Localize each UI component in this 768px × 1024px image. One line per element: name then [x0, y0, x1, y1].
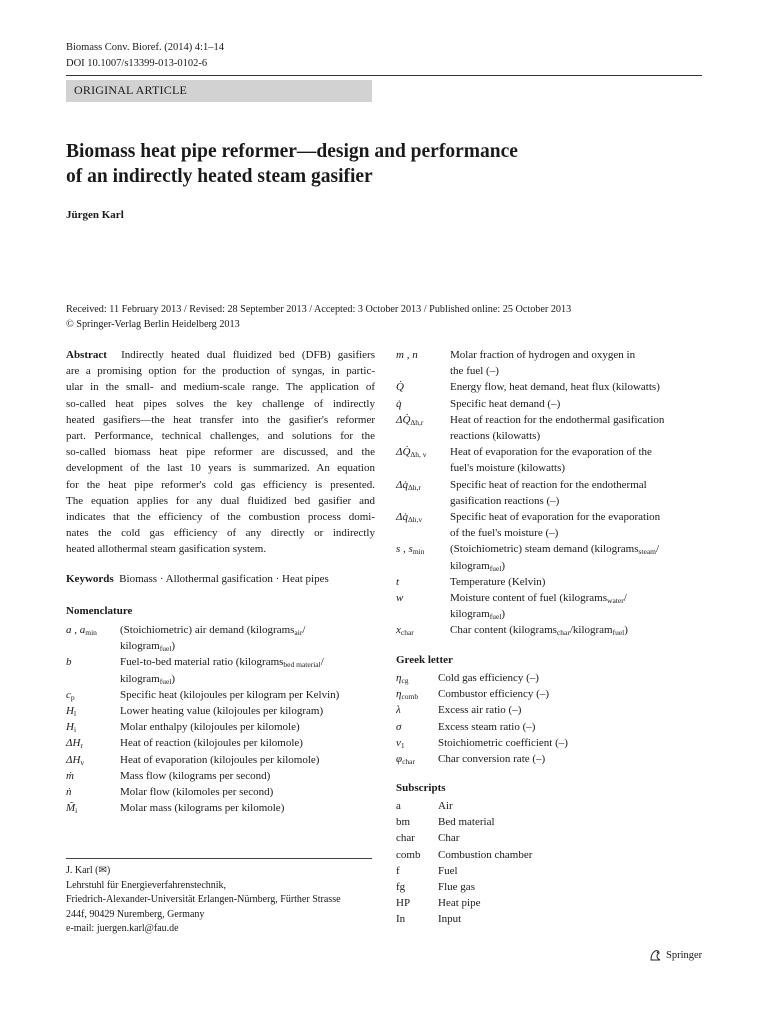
symbol-subscript: char: [400, 628, 414, 638]
definition: Molar mass (kilograms per kilomole): [120, 802, 285, 815]
symbol: ṁ: [66, 769, 74, 782]
abstract-label: Abstract: [66, 349, 107, 361]
abstract: [66, 347, 375, 558]
abstract-line: nates the cold gas efficiency of any directly or indirectly: [66, 527, 375, 540]
definition: gasification reactions (–): [450, 494, 560, 507]
symbol: s , $s_{min}$: [396, 543, 425, 557]
symbol: $c_p$: [66, 688, 75, 702]
symbol-subscript: Δh, v: [410, 450, 427, 460]
abstract-line: are a promising option for the production of syngas, in partic-: [66, 365, 375, 378]
definition: Excess air ratio (–): [438, 704, 522, 717]
definition: Heat of evaporation (kilojoules per kilomole): [120, 753, 320, 766]
definition: Heat of reaction for the endothermal gasification: [450, 413, 665, 426]
unit-subscript: char: [556, 628, 570, 638]
symbol-subscript: 1: [400, 740, 405, 750]
doi[interactable]: DOI 10.1007/s13399-013-0102-6: [66, 58, 208, 69]
subscript-symbol: char: [396, 832, 415, 845]
symbol: $H_l$: [66, 705, 77, 718]
definition: kilogram$_{fuel}$): [450, 559, 506, 573]
subscript-symbol: bm: [396, 816, 411, 829]
subscript-meaning: Combustion chamber: [438, 848, 533, 861]
definition: Heat of evaporation for the evaporation of the: [450, 446, 652, 459]
springer-logo: [648, 948, 702, 962]
article-type: ORIGINAL ARTICLE: [74, 83, 188, 97]
subscript-meaning: Input: [438, 913, 462, 926]
definition: Combustor efficiency (–): [438, 688, 549, 701]
abstract-line: part. Performance, technical challenges, and solutions for the: [66, 430, 375, 443]
abstract-line: Abstract Indirectly heated dual fluidized bed (DFB) gasifiers: [66, 349, 375, 361]
affiliation-line: J. Karl (✉): [66, 865, 111, 876]
definition: Moisture content of fuel (kilograms$_{water}$/: [450, 592, 627, 605]
article-dates: Received: 11 February 2013 / Revised: 28 September 2013 / Accepted: 3 October 2013 / Published online: 25 October 2013: [66, 304, 572, 315]
subscript-symbol: comb: [396, 848, 421, 861]
symbol: $x_{char}$: [396, 624, 414, 638]
definition: reactions (kilowatts): [450, 430, 541, 442]
symbol: w: [396, 592, 404, 604]
definition: kilogram$_{fuel}$): [120, 640, 176, 654]
unit-subscript: fuel: [159, 676, 172, 686]
subscript-meaning: Char: [438, 832, 460, 845]
symbol-subscript: Δh,r: [407, 482, 421, 492]
nomenclature-heading: Nomenclature: [66, 605, 133, 617]
affiliation-line: Friedrich-Alexander-Universität Erlangen-Nürnberg, Fürther Strasse: [66, 894, 341, 906]
abstract-line: ular in the small- and medium-scale range. The application of: [66, 381, 375, 394]
subscript-meaning: Fuel: [438, 864, 458, 877]
definition: Energy flow, heat demand, heat flux (kilowatts): [450, 381, 660, 394]
springer-horse-icon: [648, 948, 662, 962]
abstract-line: so-called biomass heat pipe reformer are discussed, and the: [66, 446, 375, 459]
affiliation: [66, 864, 341, 937]
definition: of the fuel's moisture (–): [450, 527, 559, 540]
unit-subscript: steam: [638, 547, 656, 557]
definition: kilogram$_{fuel}$): [120, 672, 176, 686]
unit-subscript: fuel: [489, 612, 502, 622]
symbol: ṅ: [66, 786, 72, 798]
symbol: $\Delta Q̇_{\Delta h, v}$: [396, 446, 427, 460]
definition: Molar fraction of hydrogen and oxygen in: [450, 349, 636, 361]
symbol-subscript: Δh,r: [410, 417, 424, 427]
definition: Fuel-to-bed material ratio (kilograms$_{bed material}$/: [120, 656, 324, 670]
definition: Heat of reaction (kilojoules per kilomole): [120, 737, 303, 750]
definition: Char content (kilograms$_{char}$/kilogram$_{fuel}$): [450, 624, 628, 638]
article-type-banner: [66, 80, 372, 102]
unit-subscript: air: [294, 628, 303, 637]
subscript-symbol: fg: [396, 881, 406, 893]
symbol-subscript: p: [70, 692, 75, 702]
symbol-subscript: min: [412, 547, 425, 557]
symbol: a , $a_{min}$: [66, 624, 97, 637]
symbol: Q̇: [396, 381, 404, 394]
symbol: σ: [396, 720, 402, 733]
symbol-subscript: v: [80, 757, 85, 767]
definition: kilogram$_{fuel}$): [450, 608, 506, 622]
subscript-symbol: In: [396, 913, 406, 926]
symbol: λ: [396, 704, 401, 717]
symbol: $H_i$: [66, 721, 77, 735]
definition: Molar enthalpy (kilojoules per kilomole): [120, 721, 300, 734]
symbol: $\Delta Q̇_{\Delta h,r}$: [396, 413, 424, 427]
title-line-2: of an indirectly heated steam gasifier: [66, 166, 373, 187]
symbol-subscript: Δh,v: [407, 515, 423, 524]
symbol: $\Delta H_r$: [66, 737, 83, 751]
unit-subscript: fuel: [489, 563, 502, 573]
definition: Stoichiometric coefficient (–): [438, 736, 568, 749]
symbol-subscript: r: [80, 741, 83, 751]
keywords-text: Biomass · Allothermal gasification · Heat pipes: [119, 573, 329, 585]
symbol-subscript: comb: [401, 692, 419, 702]
definition: Specific heat of reaction for the endothermal: [450, 478, 647, 491]
definition: Char conversion rate (–): [438, 753, 546, 765]
abstract-line: indicates that the efficiency of the combustion process domi-: [66, 511, 375, 524]
subscript-meaning: Heat pipe: [438, 897, 481, 910]
keywords: [66, 573, 329, 585]
subscript-symbol: HP: [396, 897, 411, 910]
unit-subscript: water: [607, 596, 624, 605]
definition: Specific heat of evaporation for the evaporation: [450, 511, 661, 523]
affiliation-line: e-mail: juergen.karl@fau.de: [66, 923, 179, 935]
definition: Specific heat (kilojoules per kilogram per Kelvin): [120, 688, 340, 701]
keywords-label: Keywords: [66, 573, 114, 585]
affiliation-line: Lehrstuhl für Energieverfahrenstechnik,: [66, 879, 227, 891]
symbol: $\Delta q̇_{\Delta h,v}$: [396, 511, 423, 524]
definition: Mass flow (kilograms per second): [120, 769, 271, 782]
symbol: $\varphi_{char}$: [396, 753, 415, 766]
definition: (Stoichiometric) steam demand (kilograms$_{steam}$/: [450, 543, 660, 557]
greek-heading: Greek letter: [396, 654, 453, 666]
definition: (Stoichiometric) air demand (kilograms$_{air}$/: [120, 624, 306, 637]
subscript-meaning: Bed material: [438, 816, 495, 829]
symbol: $\eta_{comb}$: [396, 688, 419, 702]
unit-subscript: fuel: [612, 628, 625, 638]
unit-subscript: fuel: [159, 644, 172, 654]
subscripts-heading: Subscripts: [396, 782, 446, 794]
definition: Specific heat demand (–): [450, 397, 561, 410]
symbol: $\nu_1$: [396, 736, 405, 750]
symbol: $\eta_{cg}$: [396, 672, 409, 685]
affiliation-line: 244f, 90429 Nuremberg, Germany: [66, 908, 205, 920]
symbol: $\Delta q̇_{\Delta h,r}$: [396, 478, 421, 492]
definition: Excess steam ratio (–): [438, 720, 536, 733]
symbol-subscript: cg: [401, 676, 409, 685]
subscript-symbol: f: [396, 864, 400, 877]
footnote-rule: [66, 858, 372, 859]
definition: the fuel (–): [450, 365, 499, 378]
symbol-subscript: char: [402, 757, 415, 766]
subscript-symbol: a: [396, 800, 401, 812]
title-line-1: Biomass heat pipe reformer—design and performance: [66, 141, 518, 162]
symbol: q̇: [396, 397, 402, 410]
definition: Lower heating value (kilojoules per kilogram): [120, 705, 324, 717]
symbol: m , n: [396, 349, 418, 361]
abstract-line: heated allothermal steam gasification system.: [66, 543, 267, 556]
definition: Cold gas efficiency (–): [438, 672, 539, 684]
unit-subscript: bed material: [283, 660, 321, 670]
symbol: $\Delta H_v$: [66, 753, 85, 767]
abstract-line: heated gasifiers—the heat transfer into the gasifier's reformer: [66, 413, 375, 426]
header-rule: [66, 75, 702, 76]
abstract-line: development of the last 10 years is summarized. An equation: [66, 462, 375, 475]
definition: Temperature (Kelvin): [450, 575, 546, 588]
symbol: t: [396, 575, 400, 588]
definition: Molar flow (kilomoles per second): [120, 786, 274, 798]
symbol-subscript: i: [73, 725, 77, 735]
symbol-subscript: i: [75, 806, 78, 816]
copyright: © Springer-Verlag Berlin Heidelberg 2013: [66, 319, 240, 330]
journal-citation: Biomass Conv. Bioref. (2014) 4:1–14: [66, 42, 224, 53]
subscript-meaning: Flue gas: [438, 881, 475, 893]
symbol: $M̃_i$: [66, 802, 78, 816]
author: Jürgen Karl: [66, 209, 124, 221]
symbol: b: [66, 656, 72, 669]
abstract-line: so-called heat pipes solves the key challenge of indirectly: [66, 397, 375, 410]
definition: fuel's moisture (kilowatts): [450, 462, 566, 475]
abstract-line: The equation applies for any dual fluidized bed gasifier and: [66, 494, 375, 507]
abstract-line: for the heat pipe reformer's cold gas efficiency is presented.: [66, 478, 375, 491]
publisher-name: Springer: [666, 949, 703, 961]
subscript-meaning: Air: [438, 800, 453, 812]
symbol-subscript: l: [73, 709, 77, 718]
symbol-subscript: min: [85, 628, 97, 637]
